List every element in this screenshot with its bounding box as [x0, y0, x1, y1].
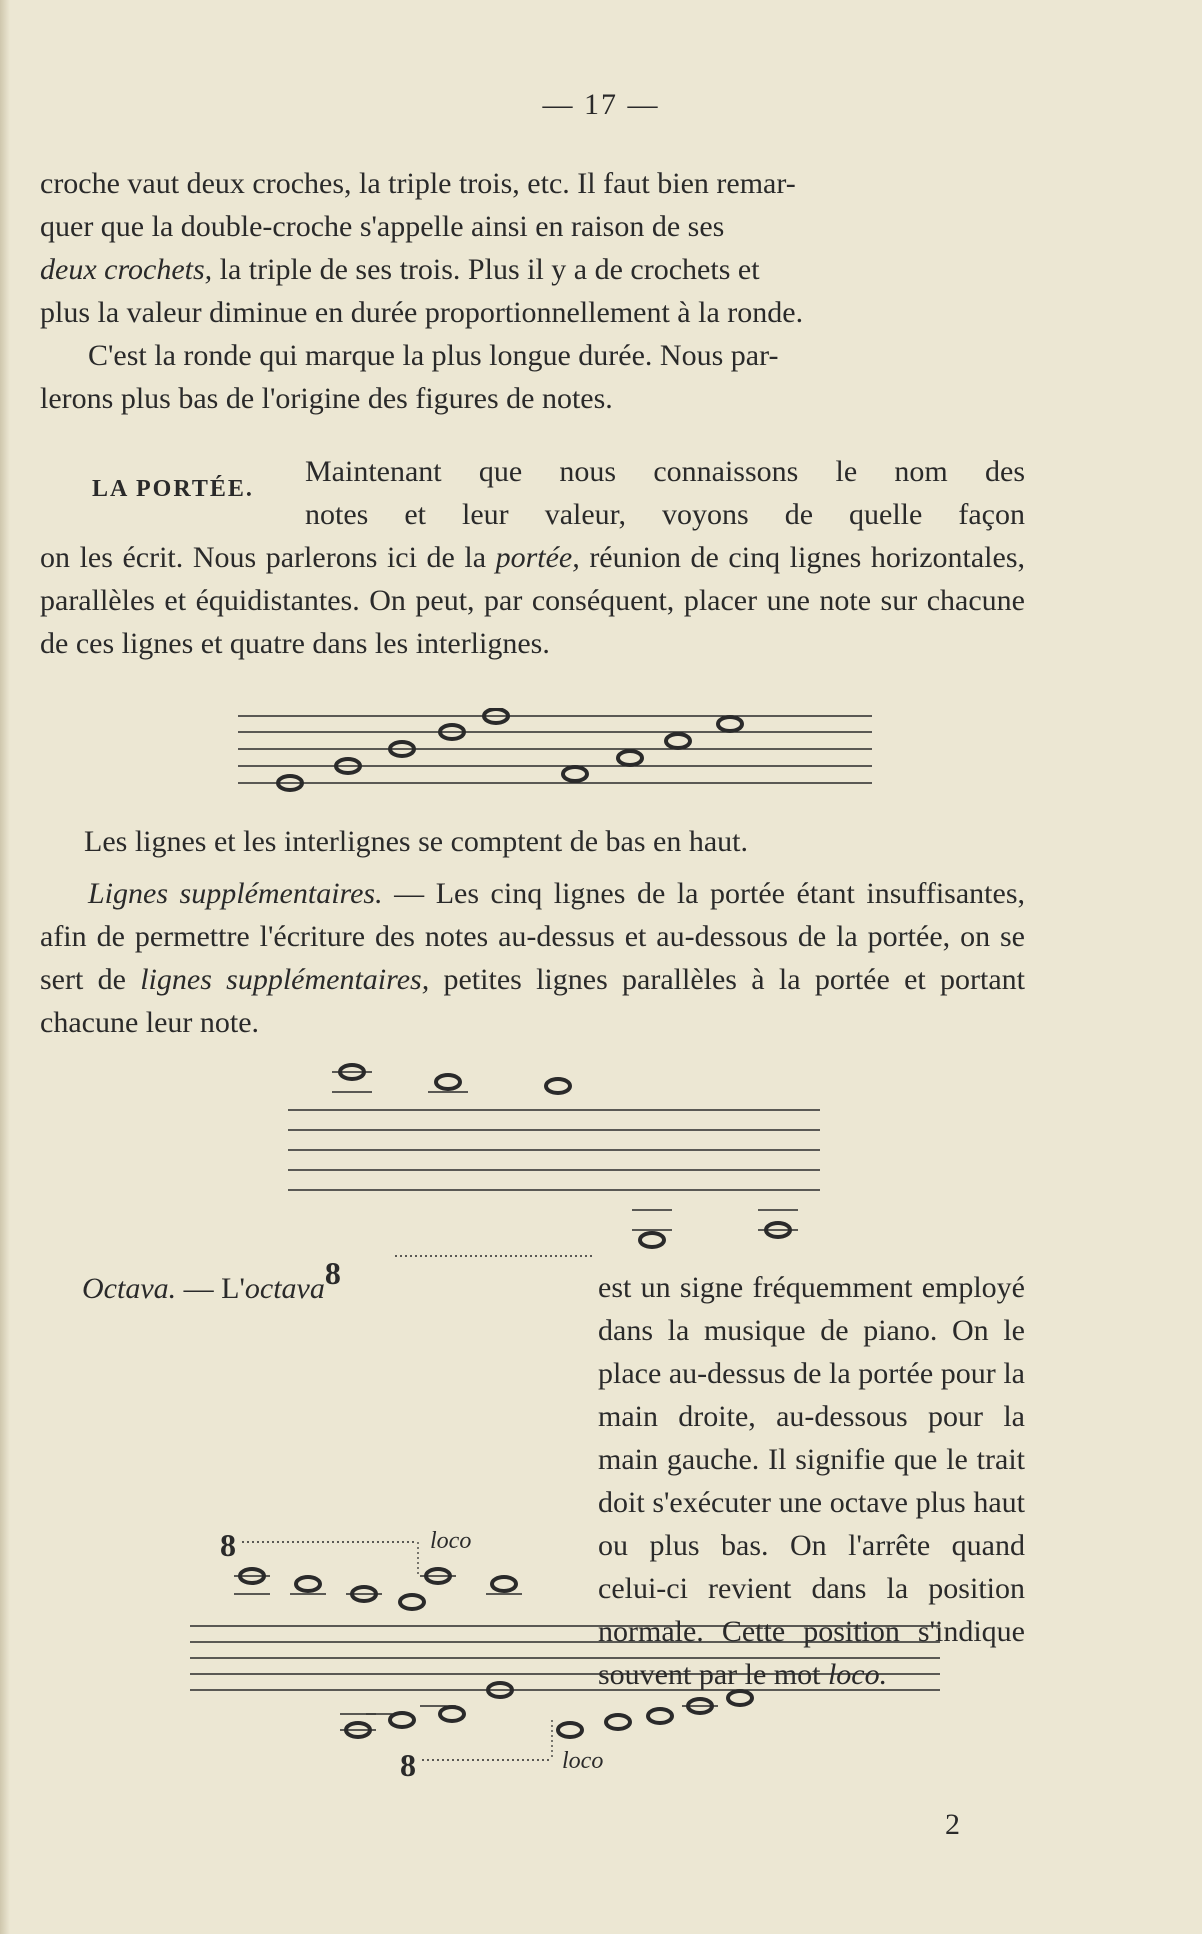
page-edge-shadow	[0, 0, 10, 1934]
octava-sign: 8	[324, 1255, 341, 1291]
loco-label-above: loco	[430, 1528, 472, 1554]
staff-example-ledger-lines	[280, 1050, 840, 1250]
italic-term: octava	[244, 1272, 325, 1305]
ledger-lines-above	[234, 1576, 522, 1594]
staff-lines	[190, 1626, 940, 1690]
side-heading-portee: LA PORTÉE.	[92, 476, 254, 502]
text-line: lerons plus bas de l'origine des figures de notes.	[40, 382, 613, 415]
page-number: — 17 —	[542, 88, 660, 121]
text-run: petites lignes parallèles à la portée et portant chacune leur note.	[40, 963, 1025, 1039]
octava-heading-line	[82, 1255, 582, 1310]
staff-lines	[288, 1110, 820, 1190]
text-run: — Les cinq lignes de la portée étant insuffisantes, afin de permettre l'écriture des notes au-dessus et au-dessous de la portée, on se sert de	[40, 877, 1025, 996]
italic-term: loco.	[827, 1658, 888, 1691]
whole-notes-below	[346, 1683, 752, 1737]
ledger-lines	[332, 1072, 798, 1230]
paragraph-supplementaires	[40, 872, 1025, 1044]
text-line: plus la valeur diminue en durée proportionnellement à la ronde.	[40, 296, 804, 329]
text-run: est un signe fréquemment employé dans la musique de piano. On le place au-dessus de la portée pour la main droite, au-dessous pour la main gauche. Il signifie que le trait doit s'exécuter une octave plus haut ou plus bas. On l'arrête quand celui-ci revient dans la position normale. Cette position s'indique souvent par le mot	[598, 1271, 1025, 1691]
text-line: croche vaut deux croches, la triple trois, etc. Il faut bien remar-	[40, 167, 796, 200]
octava-sign-below: 8	[400, 1747, 416, 1783]
text-run: réunion de cinq lignes horizontales, parallèles et équidistantes. On peut, par conséquent, placer une note sur chacune de ces lignes et quatre dans les interlignes.	[40, 541, 1025, 660]
text-run: la triple de ses trois. Plus il y a de crochets et	[212, 253, 760, 286]
octava-sign-above: 8	[220, 1527, 236, 1563]
text-run: on les écrit. Nous parlerons ici de la	[40, 541, 496, 574]
text-line: C'est la ronde qui marque la plus longue durée. Nous par-	[88, 339, 779, 372]
octava-dotted-line	[395, 1250, 605, 1262]
staff-example-notes	[230, 708, 880, 798]
text-run: — L'	[176, 1272, 245, 1305]
whole-notes-above	[240, 1569, 516, 1609]
loco-label-below: loco	[562, 1748, 604, 1774]
italic-term: Octava.	[82, 1272, 177, 1305]
counting-sentence: Les lignes et les interlignes se comptent de bas en haut.	[84, 825, 748, 858]
italic-term: portée,	[495, 541, 580, 574]
staff-lines	[238, 716, 872, 783]
italic-term: Lignes supplémentaires.	[88, 877, 383, 910]
text-line: quer que la double-croche s'appelle ainsi en raison de ses	[40, 210, 725, 243]
text-line: notes et leur valeur, voyons de quelle façon	[305, 498, 1025, 531]
italic-term: lignes supplémentaires,	[140, 963, 430, 996]
italic-term: deux crochets,	[40, 253, 213, 286]
whole-notes	[340, 1065, 790, 1247]
signature-mark: 2	[945, 1808, 960, 1841]
text-line: Maintenant que nous connaissons le nom des	[305, 455, 1025, 488]
staff-example-octava	[190, 1520, 950, 1790]
paragraph-portee	[40, 536, 1025, 665]
text-line	[40, 248, 1025, 291]
